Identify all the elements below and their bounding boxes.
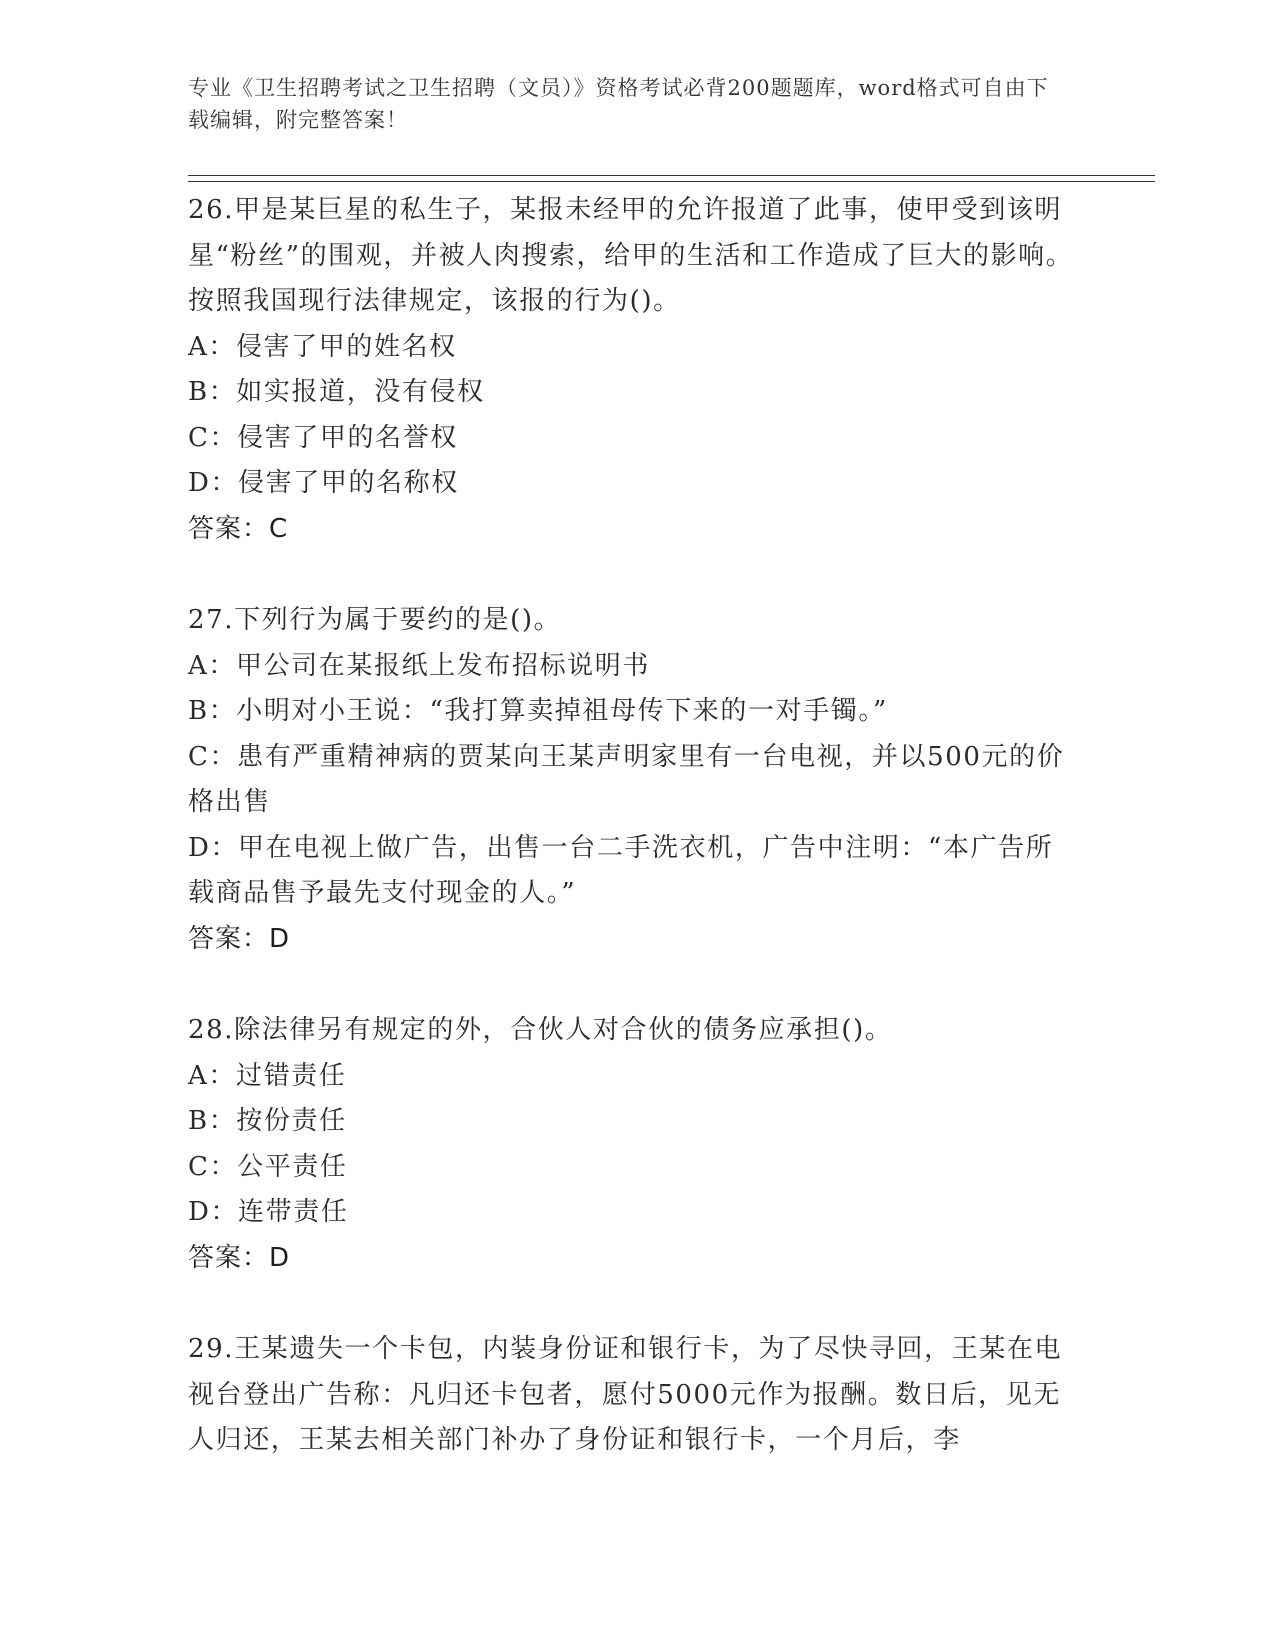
- option-a: A：甲公司在某报纸上发布招标说明书: [188, 650, 650, 681]
- question-stem: 29.王某遗失一个卡包，内装身份证和银行卡，为了尽快寻回，王某在电视台登出广告称：凡归还卡包者，愿付5000元作为报酬。数日后，见无人归还，王某去相关部门补办了身份证和银行卡，一个月后，李: [188, 1334, 1063, 1455]
- option-b: B：如实报道，没有侵权: [188, 377, 485, 407]
- answer-line: [188, 1236, 1078, 1282]
- question-spacer: [188, 552, 1078, 598]
- question-stem: 28.除法律另有规定的外，合伙人对合伙的债务应承担()。: [188, 1015, 893, 1045]
- option-b: B：按份责任: [188, 1106, 347, 1136]
- answer-label: 答案：: [188, 923, 270, 954]
- question-27: [188, 598, 1078, 962]
- question-stem: 27.下列行为属于要约的是()。: [188, 605, 562, 635]
- question-list: [188, 188, 1078, 1464]
- answer-value: D: [269, 923, 291, 954]
- question-spacer: [188, 962, 1078, 1008]
- document-header: 专业《卫生招聘考试之卫生招聘（文员）》资格考试必背200题题库，word格式可自由下载编辑，附完整答案！: [188, 76, 1049, 132]
- question-spacer: [188, 1281, 1078, 1327]
- option-c: C：公平责任: [188, 1151, 348, 1182]
- option-d: D：侵害了甲的名称权: [188, 468, 459, 498]
- option-b: B：小明对小王说：“我打算卖掉祖母传下来的一对手镯。”: [188, 696, 888, 726]
- answer-line: [188, 917, 1078, 963]
- answer-label: 答案：: [188, 513, 270, 544]
- option-c: C：侵害了甲的名誉权: [188, 422, 458, 453]
- question-26: [188, 188, 1078, 552]
- answer-label: 答案：: [188, 1242, 270, 1273]
- question-28: [188, 1008, 1078, 1281]
- header-divider-bottom: [188, 181, 1155, 182]
- option-d: D：甲在电视上做广告，出售一台二手洗衣机，广告中注明：“本广告所载商品售予最先支付现金的人。”: [188, 832, 1054, 908]
- answer-value: D: [269, 1242, 291, 1273]
- header-divider-top: [188, 175, 1155, 176]
- option-c: C：患有严重精神病的贾某向王某声明家里有一台电视，并以500元的价格出售: [188, 741, 1065, 817]
- question-29: [188, 1327, 1078, 1464]
- answer-line: [188, 507, 1078, 553]
- option-d: D：连带责任: [188, 1197, 349, 1227]
- option-a: A：侵害了甲的姓名权: [188, 331, 457, 362]
- question-stem: 26.甲是某巨星的私生子，某报未经甲的允许报道了此事，使甲受到该明星“粉丝”的围观，并被人肉搜索，给甲的生活和工作造成了巨大的影响。按照我国现行法律规定，该报的行为()。: [188, 195, 1074, 316]
- answer-value: C: [269, 513, 289, 544]
- option-a: A：过错责任: [188, 1060, 347, 1091]
